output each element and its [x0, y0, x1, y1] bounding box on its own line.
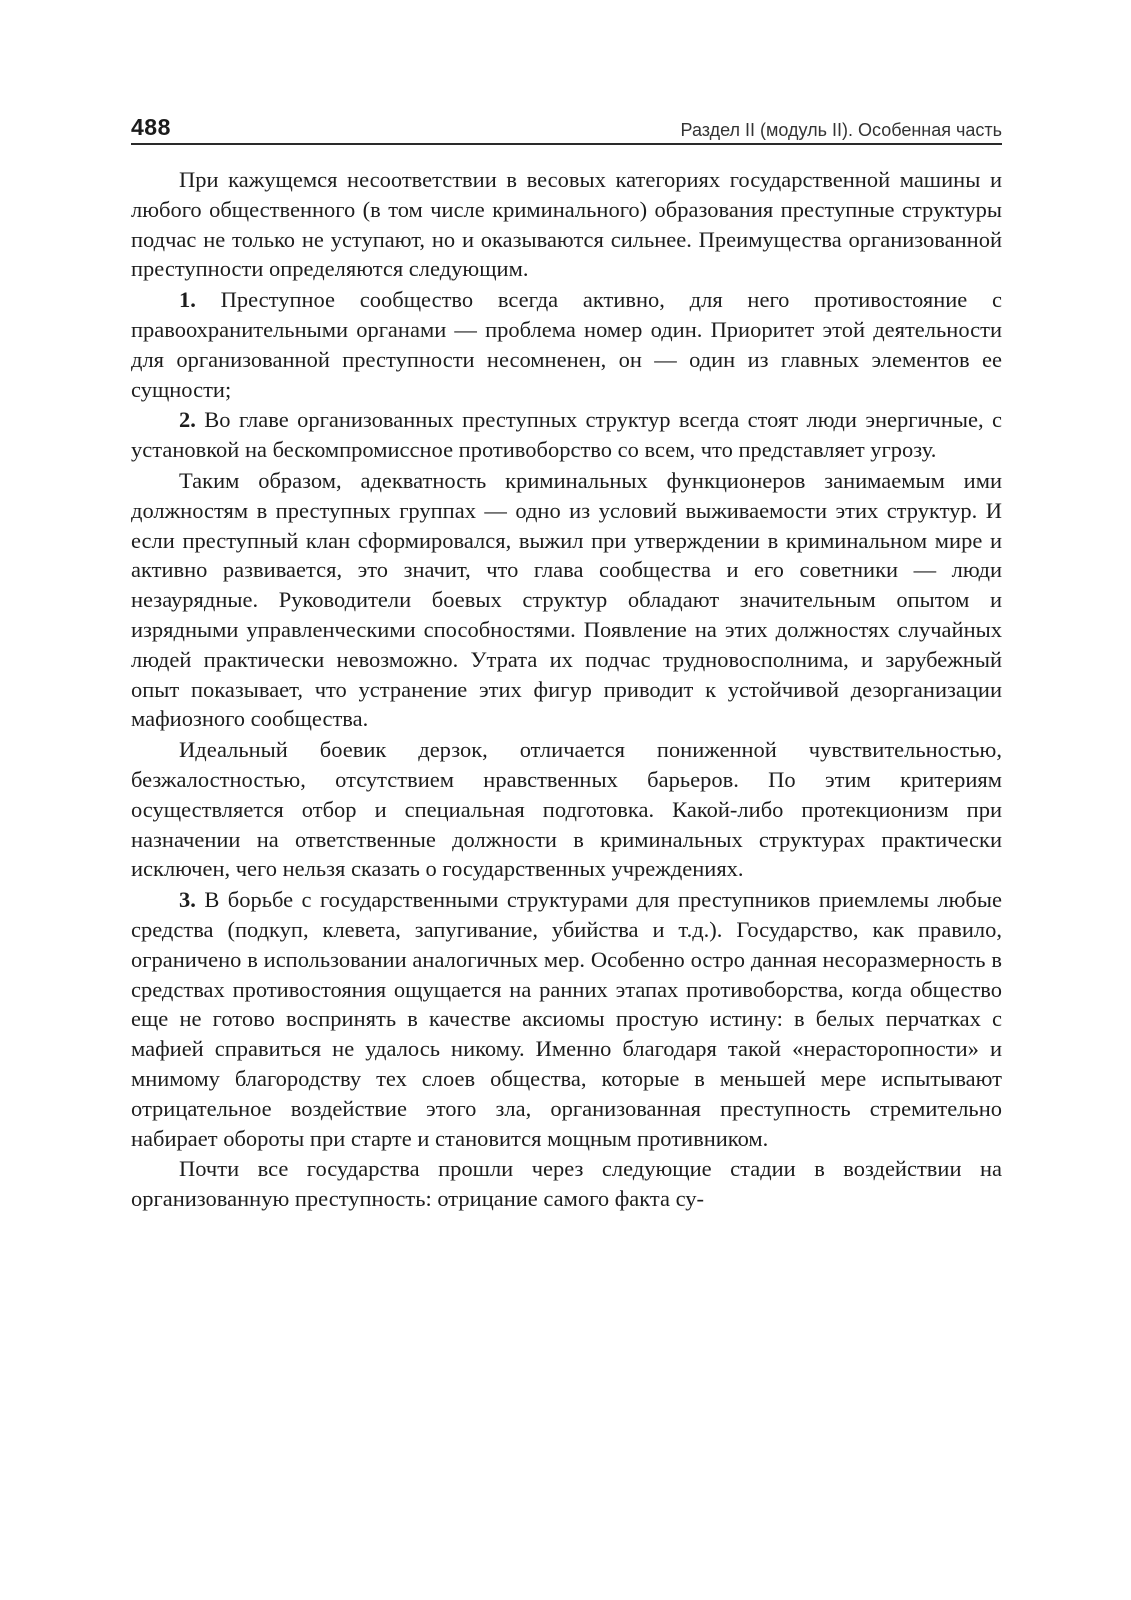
section-title: Раздел II (модуль II). Особенная часть — [680, 120, 1002, 140]
list-number: 2. — [179, 407, 196, 433]
running-header — [131, 114, 1002, 145]
paragraph: Идеальный боевик дерзок, отличается пониженной чувствительностью, безжалостностью, отсутствием нравственных барьеров. По этим критериям осуществляется отбор и специальная подготовка. Какой-либо протекционизм при назначении на ответственные должности в криминальных структурах практически исключен, чего нельзя сказать о государственных учреждениях. — [131, 737, 1002, 882]
paragraph: Таким образом, адекватность криминальных функционеров занимаемым ими должностям в преступных группах — одно из условий выживаемости этих структур. И если преступный клан сформировался, выжил при утверждении в криминальном мире и активно развивается, это значит, что глава сообщества и его советники — люди незаурядные. Руководители боевых структур обладают значительным опытом и изрядными управленческими способностями. Появление на этих должностях случайных людей практически невозможно. Утрата их подчас трудновосполнима, и зарубежный опыт показывает, что устранение этих фигур приводит к устойчивой дезорганизации мафиозного сообщества. — [131, 467, 1002, 732]
list-paragraph-1: 1. Преступное сообщество всегда активно, для него противостояние с правоохранительными органами — проблема номер один. Приоритет этой деятельности для организованной преступности несомненен, он — один из главных элементов ее сущности; — [131, 287, 1002, 402]
list-paragraph-2: 2. Во главе организованных преступных структур всегда стоят люди энергичные, с установкой на бескомпромиссное противоборство со всем, что представляет угрозу. — [131, 407, 1002, 463]
paragraph: При кажущемся несоответствии в весовых категориях государственной машины и любого общественного (в том числе криминального) образования преступные структуры подчас не только не уступают, но и оказываются сильнее. Преимущества организованной преступности определяются следующим. — [131, 167, 1002, 282]
body-text — [131, 165, 1002, 1214]
list-number: 1. — [179, 287, 196, 313]
paragraph: Почти все государства прошли через следующие стадии в воздействии на организованную преступность: отрицание самого факта су- — [131, 1156, 1002, 1212]
page-number: 488 — [131, 114, 171, 140]
list-number: 3. — [179, 887, 196, 913]
list-paragraph-3: 3. В борьбе с государственными структурами для преступников приемлемы любые средства (подкуп, клевета, запугивание, убийства и т.д.). Государство, как правило, ограничено в использовании аналогичных мер. Особенно остро данная несоразмерность в средствах противостояния ощущается на ранних этапах противоборства, когда общество еще не готово воспринять в качестве аксиомы простую истину: в белых перчатках с мафией справиться не удалось никому. Именно благодаря такой «нерасторопности» и мнимому благородству тех слоев общества, которые в меньшей мере испытывают отрицательное воздействие этого зла, организованная преступность стремительно набирает обороты при старте и становится мощным противником. — [131, 887, 1002, 1151]
